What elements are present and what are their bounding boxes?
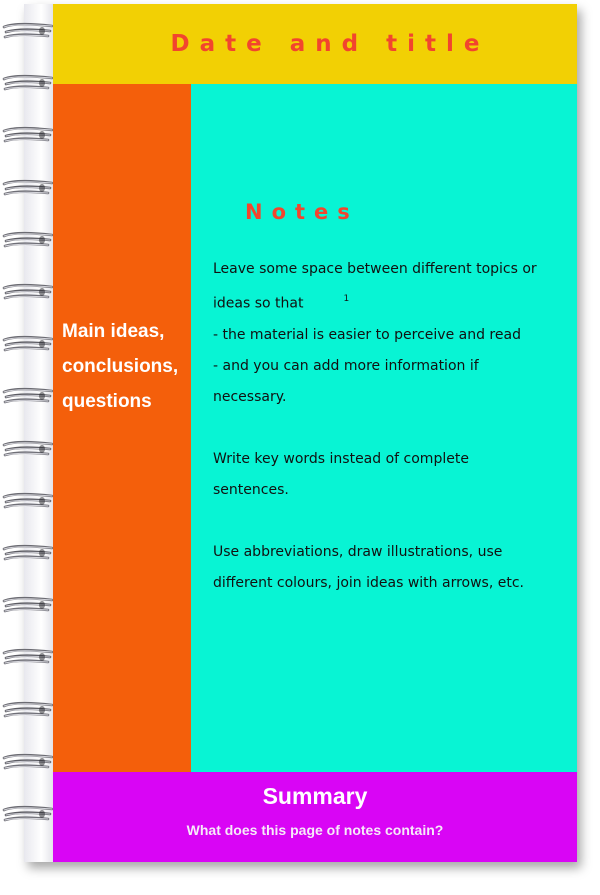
footnote-marker: 1	[343, 294, 350, 304]
notes-line: Write key words instead of complete	[213, 450, 469, 467]
notes-title: Notes	[245, 200, 359, 224]
spiral-ring-icon	[2, 595, 54, 617]
cue-column	[53, 84, 191, 772]
spiral-ring-icon	[2, 647, 54, 669]
notes-line	[213, 285, 571, 320]
notes-line: - and you can add more information if	[213, 357, 479, 374]
spiral-ring-icon	[2, 491, 54, 513]
spiral-ring-icon	[2, 334, 54, 356]
spiral-ring-icon	[2, 230, 54, 252]
notes-line: Use abbreviations, draw illustrations, use	[213, 543, 503, 560]
spiral-ring-icon	[2, 386, 54, 408]
spiral-ring-icon	[2, 282, 54, 304]
spiral-ring-icon	[2, 752, 54, 774]
notes-line: different colours, join ideas with arrows, etc.	[213, 574, 524, 591]
page-title: Date and title	[170, 31, 490, 57]
notes-line: necessary.	[213, 388, 287, 405]
spiral-ring-icon	[2, 700, 54, 722]
spiral-ring-icon	[2, 804, 54, 826]
notes-line: sentences.	[213, 481, 289, 498]
notes-body	[213, 254, 571, 599]
spiral-ring-icon	[2, 21, 54, 43]
notes-line: Leave some space between different topics or	[213, 261, 537, 277]
notes-section	[191, 84, 577, 772]
paragraph-gap	[213, 413, 571, 444]
summary-subtitle: What does this page of notes contain?	[186, 822, 444, 838]
summary-title: Summary	[262, 783, 368, 809]
cue-column-text: Main ideas, conclusions, questions	[62, 321, 179, 412]
spiral-ring-icon	[2, 178, 54, 200]
spiral-ring-icon	[2, 439, 54, 461]
notes-line: - the material is easier to perceive and read	[213, 326, 521, 343]
title-section	[53, 4, 577, 84]
spiral-ring-icon	[2, 543, 54, 565]
notes-line-text: ideas so that	[213, 295, 304, 312]
spiral-ring-icon	[2, 73, 54, 95]
summary-section	[53, 772, 577, 862]
spiral-ring-icon	[2, 125, 54, 147]
paragraph-gap	[213, 506, 571, 537]
